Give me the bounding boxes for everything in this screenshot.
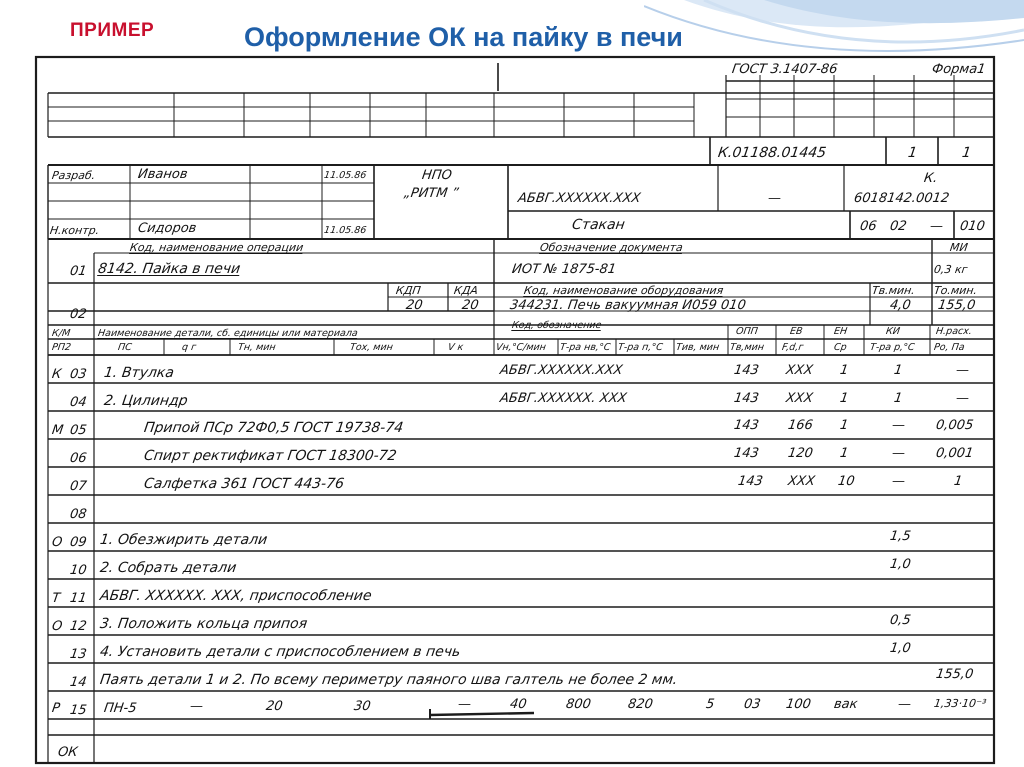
row-01-operation: 8142. Пайка в печи xyxy=(96,261,242,277)
form-number: Форма1 xyxy=(930,62,987,77)
designation-dash: — xyxy=(766,191,783,206)
row-12-number: 12 xyxy=(68,619,88,634)
doc-header: Обозначение документа xyxy=(539,241,684,254)
toh-header: Тох, мин xyxy=(349,342,394,353)
row-15-ps: ПН-5 xyxy=(102,701,138,716)
row-07-text: Салфетка 361 ГОСТ 443-76 xyxy=(142,476,346,492)
row-04-number: 04 xyxy=(68,395,88,410)
code-06: 06 xyxy=(858,219,878,234)
row-03-code: АБВГ.XXXXXX.XXX xyxy=(498,363,624,378)
row-06-ki: — xyxy=(890,446,907,461)
row-15-letter: Р xyxy=(50,701,61,716)
kdp-value: 20 xyxy=(404,298,424,313)
rp2-header: РП2 xyxy=(51,342,72,353)
sheet-number: 1 xyxy=(906,145,919,161)
row-09-text: 1. Обезжирить детали xyxy=(98,532,269,548)
en-header: ЕН xyxy=(833,326,848,337)
nkontr-date: 11.05.86 xyxy=(323,225,368,236)
row-06-ev: 120 xyxy=(786,446,814,461)
row-03-en: 1 xyxy=(838,363,850,378)
ps-header: ПС xyxy=(117,342,133,353)
row-04-text: 2. Цилиндр xyxy=(102,393,189,409)
row-09-letter: О xyxy=(50,535,64,550)
row-02-to: 155,0 xyxy=(936,298,977,313)
tvmin-header: Тв,мин xyxy=(729,342,765,353)
row-10-number: 10 xyxy=(68,563,88,578)
row-01-number: 01 xyxy=(68,264,88,279)
row-03-ev: XXX xyxy=(784,363,814,378)
razrab-label: Разраб. xyxy=(51,169,97,182)
row-14-time: 155,0 xyxy=(934,667,975,682)
vk-header: V к xyxy=(447,342,465,353)
row-03-letter: К xyxy=(50,367,63,382)
tpp-header: Т-ра п,°С xyxy=(617,342,664,353)
row-01-mi: 0,3 кг xyxy=(933,263,969,276)
nkontr-name: Сидоров xyxy=(136,221,198,236)
row-12-text: 3. Положить кольца припоя xyxy=(98,616,309,632)
row-15-dash: — xyxy=(456,697,473,712)
row-15-v3: 820 xyxy=(626,697,654,712)
row-03-text: 1. Втулка xyxy=(102,365,176,381)
row-15-v2: 800 xyxy=(564,697,592,712)
row-05-ki: — xyxy=(890,418,907,433)
kda-value: 20 xyxy=(460,298,480,313)
row-10-text: 2. Собрать детали xyxy=(98,560,238,576)
row-06-norm: 0,001 xyxy=(934,446,975,461)
ev-header: ЕВ xyxy=(789,326,804,337)
row-09-time: 1,5 xyxy=(888,529,912,544)
row-14-text: Паять детали 1 и 2. По всему периметру паяного шва галтель не более 2 мм. xyxy=(98,672,679,688)
code-010: 010 xyxy=(958,219,986,234)
row-06-number: 06 xyxy=(68,451,88,466)
tv-header: Тв.мин. xyxy=(871,284,916,297)
to-header: То.мин. xyxy=(933,284,979,297)
code-header: Код, обозначение xyxy=(511,320,603,331)
fdg-header: F,d,г xyxy=(781,342,805,353)
kda-header: КДА xyxy=(453,284,479,297)
example-label: ПРИМЕР xyxy=(70,20,155,41)
row-04-code: АБВГ.XXXXXX. XXX xyxy=(498,391,628,406)
row-02-equipment: 344231. Печь вакуумная И059 010 xyxy=(508,298,747,313)
row-04-norm: — xyxy=(954,391,971,406)
row-04-en: 1 xyxy=(838,391,850,406)
ok-label: ОК xyxy=(56,745,79,760)
k-number: 6018142.0012 xyxy=(852,191,951,206)
row-06-en: 1 xyxy=(838,446,850,461)
document-code: К.01188.01445 xyxy=(716,145,828,161)
nkontr-label: Н.контр. xyxy=(49,224,101,237)
cr-header: Ср xyxy=(833,342,848,353)
row-15-vak: вак xyxy=(832,697,859,712)
row-06-opp: 143 xyxy=(732,446,760,461)
route-card-form xyxy=(34,55,996,765)
tn-header: Тн, мин xyxy=(237,342,277,353)
row-08-number: 08 xyxy=(68,507,88,522)
razrab-date: 11.05.86 xyxy=(323,170,368,181)
product-name: Стакан xyxy=(570,217,626,233)
row-13-number: 13 xyxy=(68,647,88,662)
row-15-number: 15 xyxy=(68,703,88,718)
row-05-ev: 166 xyxy=(786,418,814,433)
row-11-number: 11 xyxy=(68,591,88,606)
row-07-number: 07 xyxy=(68,479,88,494)
k-label: К. xyxy=(922,171,939,186)
razrab-name: Иванов xyxy=(136,167,189,182)
ropa-header: Ро, Па xyxy=(933,342,966,353)
row-02-number: 02 xyxy=(68,307,88,322)
row-15-toh: 30 xyxy=(352,699,372,714)
tiv-header: Тив, мин xyxy=(675,342,720,353)
row-07-en: 10 xyxy=(836,474,856,489)
row-07-opp: 143 xyxy=(736,474,764,489)
row-15-v6: 100 xyxy=(784,697,812,712)
row-15-v4: 5 xyxy=(704,697,716,712)
org-line-1: НПО xyxy=(420,168,453,183)
qg-header: q г xyxy=(181,342,197,353)
op-name-header: Код, наименование операции xyxy=(129,241,305,254)
row-15-tn: 20 xyxy=(264,699,284,714)
row-09-number: 09 xyxy=(68,535,88,550)
equipment-header: Код, наименование оборудования xyxy=(523,284,725,297)
row-15-dash-2: — xyxy=(896,697,913,712)
row-05-norm: 0,005 xyxy=(934,418,975,433)
ki-header: КИ xyxy=(885,326,901,337)
row-01-document: ИОТ № 1875-81 xyxy=(510,262,618,277)
sheets-total: 1 xyxy=(960,145,973,161)
org-line-2: „РИТМ ” xyxy=(402,186,460,201)
row-15-v5: 03 xyxy=(742,697,762,712)
row-05-letter: М xyxy=(50,423,65,438)
row-03-ki: 1 xyxy=(892,363,904,378)
row-04-ev: XXX xyxy=(784,391,814,406)
vn-header: Vн,°С/мин xyxy=(495,342,547,353)
code-02: 02 xyxy=(888,219,908,234)
row-04-opp: 143 xyxy=(732,391,760,406)
row-11-text: АБВГ. XXXXXX. XXX, приспособление xyxy=(98,588,373,604)
row-10-time: 1,0 xyxy=(888,557,912,572)
opp-header: ОПП xyxy=(735,326,759,337)
gost-number: ГОСТ 3.1407-86 xyxy=(730,62,839,77)
row-03-opp: 143 xyxy=(732,363,760,378)
row-15-last: 1,33·10⁻³ xyxy=(933,697,988,710)
row-05-opp: 143 xyxy=(732,418,760,433)
part-name-header: Наименование детали, сб. единицы или материала xyxy=(97,328,359,339)
km-header: К/М xyxy=(51,328,71,339)
row-05-number: 05 xyxy=(68,423,88,438)
kdp-header: КДП xyxy=(395,284,422,297)
row-07-ki: — xyxy=(890,474,907,489)
row-06-text: Спирт ректификат ГОСТ 18300-72 xyxy=(142,448,398,464)
code-dash: — xyxy=(928,219,945,234)
row-14-number: 14 xyxy=(68,675,88,690)
trpc-header: Т-ра р,°С xyxy=(869,342,916,353)
row-03-number: 03 xyxy=(68,367,88,382)
row-13-text: 4. Установить детали с приспособлением в печь xyxy=(98,644,462,660)
row-07-ev: XXX xyxy=(786,474,816,489)
row-03-norm: — xyxy=(954,363,971,378)
page-title: Оформление ОК на пайку в печи xyxy=(244,22,683,52)
nrash-header: Н.расх. xyxy=(935,326,973,337)
row-12-time: 0,5 xyxy=(888,613,912,628)
designation: АБВГ.XXXXXX.XXX xyxy=(516,191,642,206)
row-13-time: 1,0 xyxy=(888,641,912,656)
row-15-q: — xyxy=(188,699,205,714)
tnv-header: Т-ра нв,°С xyxy=(559,342,612,353)
row-12-letter: О xyxy=(50,619,64,634)
row-15-v1: 40 xyxy=(508,697,528,712)
mi-header: МИ xyxy=(949,241,969,254)
row-07-norm: 1 xyxy=(952,474,964,489)
row-05-en: 1 xyxy=(838,418,850,433)
row-11-letter: Т xyxy=(50,591,62,606)
row-05-text: Припой ПСр 72Ф0,5 ГОСТ 19738-74 xyxy=(142,420,405,436)
row-04-ki: 1 xyxy=(892,391,904,406)
row-02-tv: 4,0 xyxy=(888,298,912,313)
